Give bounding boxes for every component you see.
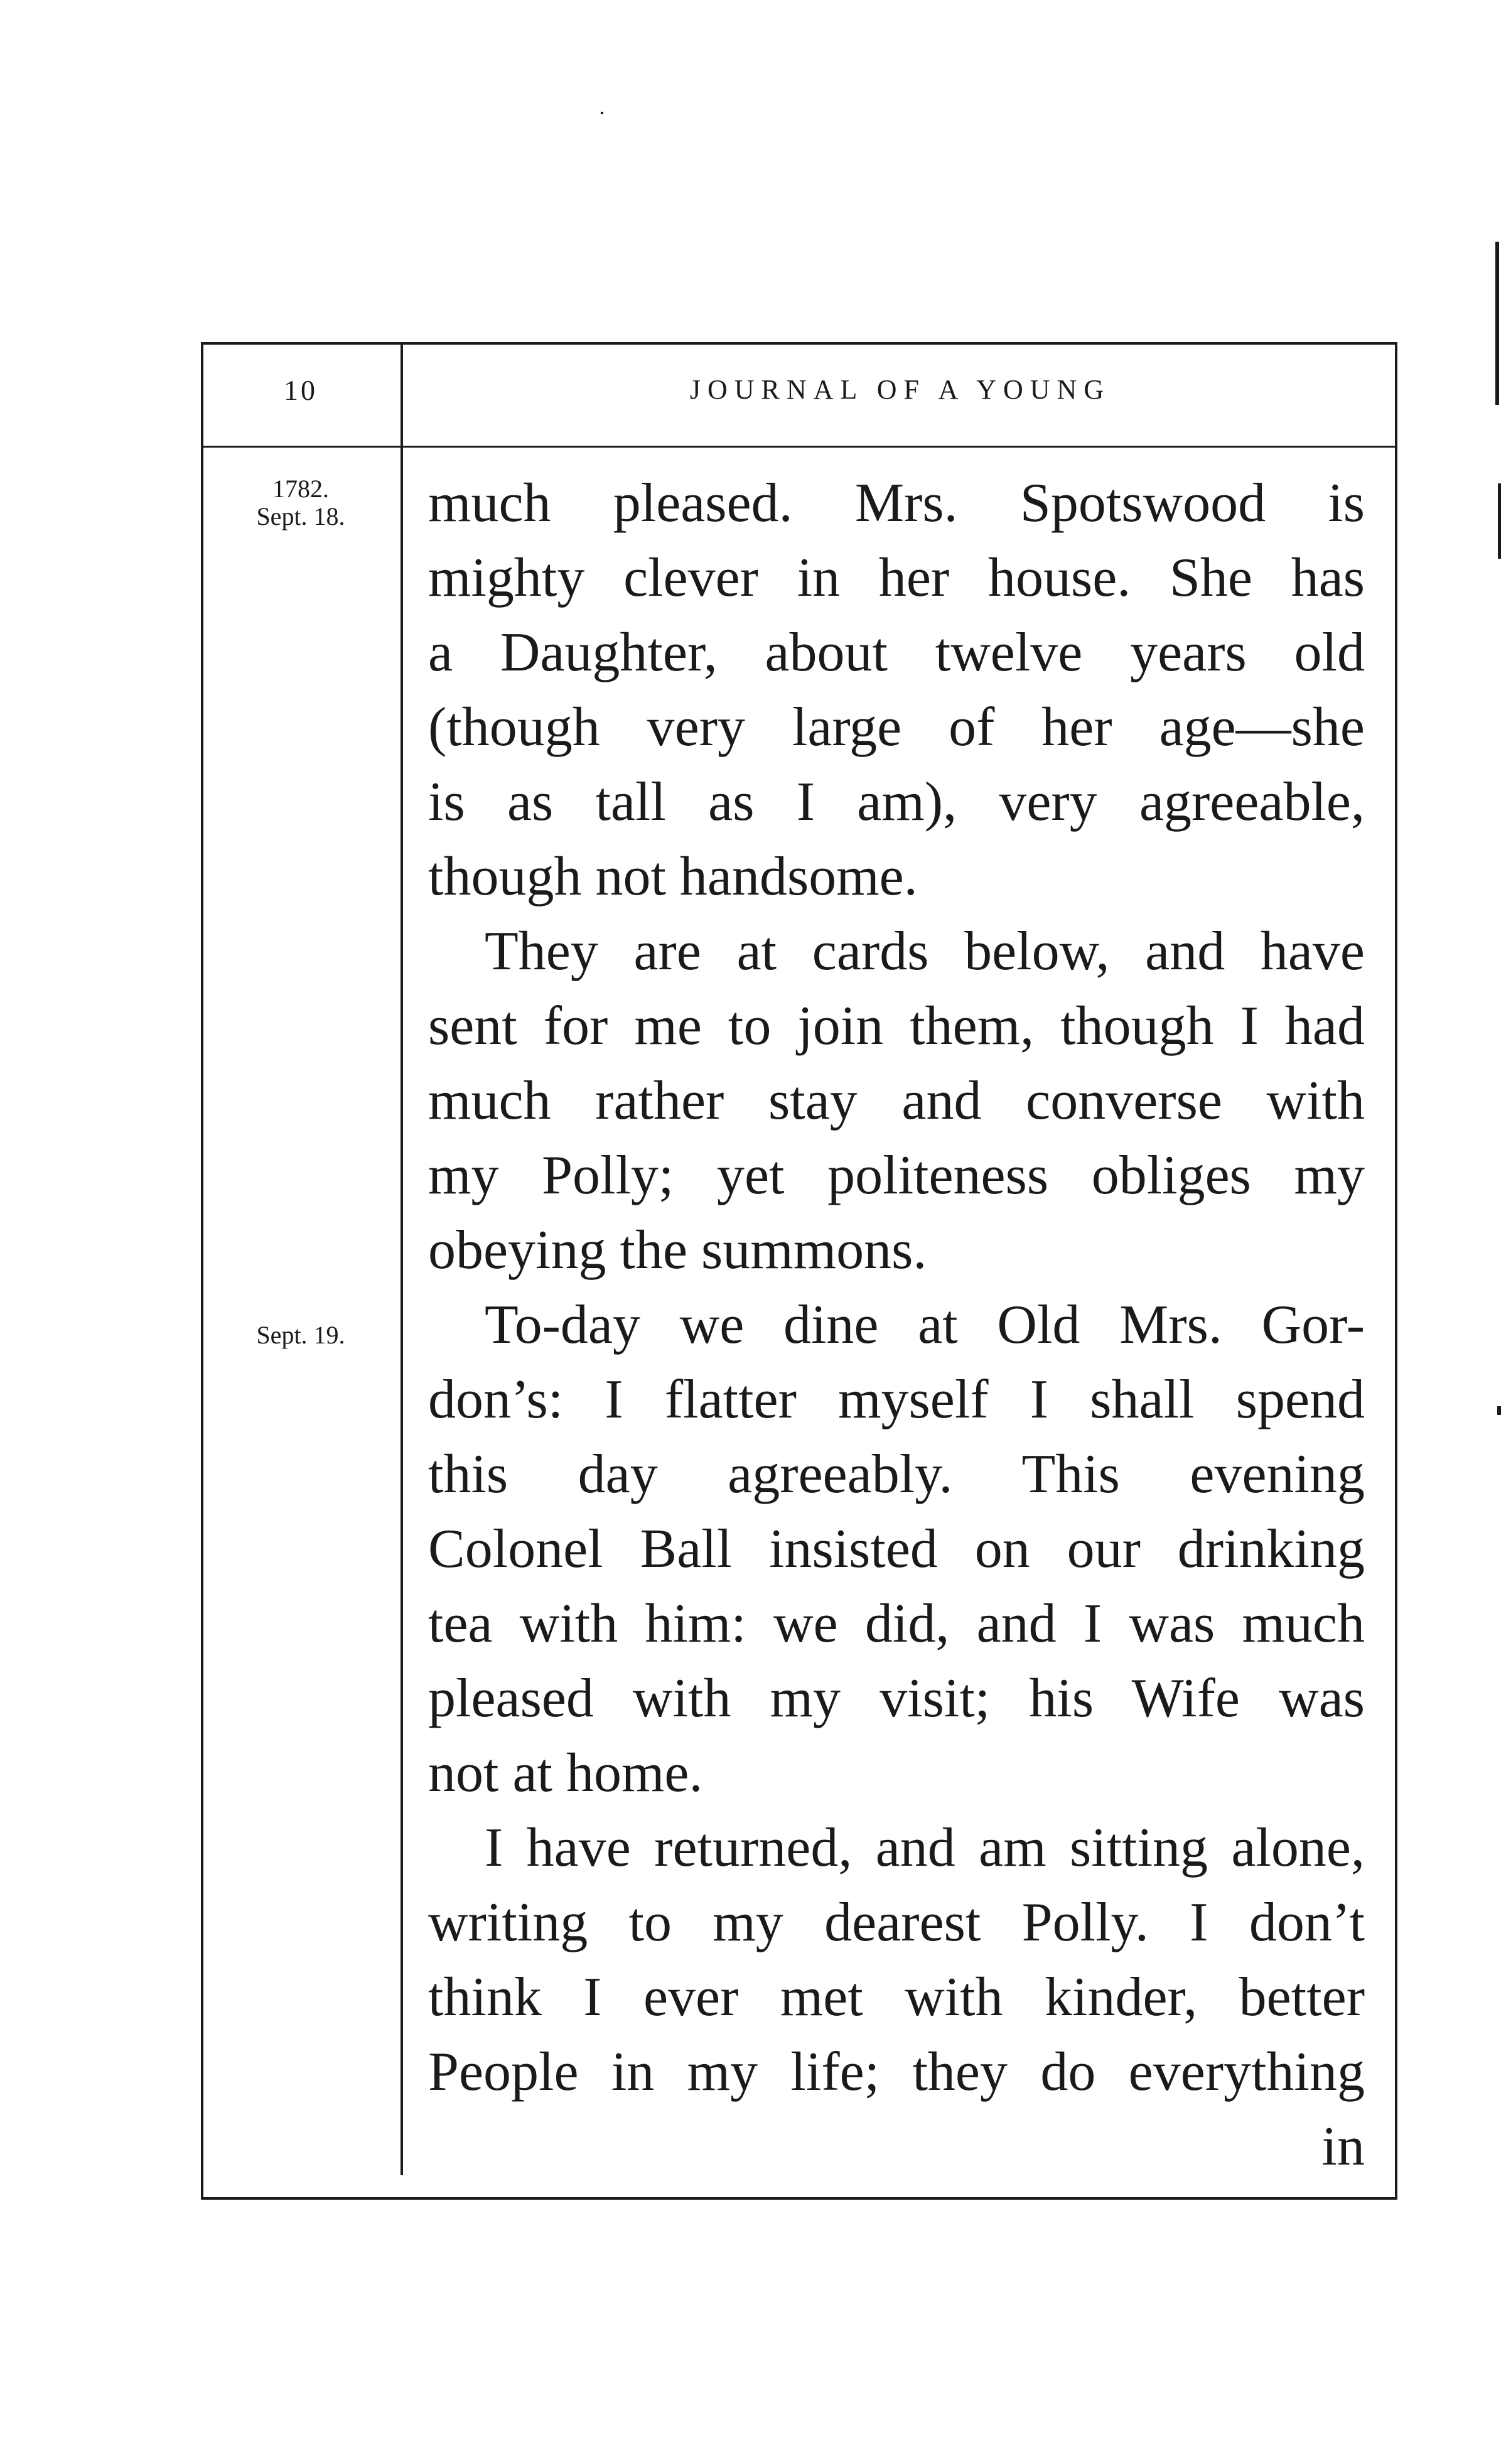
text-line: is as tall as I am), very agreeable, — [428, 772, 1365, 832]
text-line: They are at cards below, and have — [485, 921, 1365, 982]
text-line: not at home. — [428, 1743, 703, 1804]
text-line: obeying the summons. — [428, 1220, 927, 1281]
text-line: Colonel Ball insisted on our drinking — [428, 1519, 1365, 1579]
text-line: think I ever met with kinder, better — [428, 1967, 1365, 2028]
scan-artifact — [1498, 483, 1501, 559]
text-line: mighty clever in her house. She has — [428, 547, 1365, 608]
text-line: much rather stay and converse with — [428, 1070, 1365, 1131]
text-line: this day agreeably. This evening — [428, 1444, 1365, 1505]
text-line: People in my life; they do everything — [428, 2042, 1365, 2102]
margin-note-date: Sept. 18. — [256, 502, 345, 530]
paragraph-1 — [428, 466, 1365, 914]
paragraph-3 — [428, 1288, 1365, 1810]
right-rule — [1395, 342, 1397, 2200]
text-line: sent for me to join them, though I had — [428, 996, 1365, 1057]
text-line: much pleased. Mrs. Spotswood is — [428, 473, 1365, 534]
scan-artifact — [1495, 242, 1499, 405]
header-rule — [201, 446, 1397, 448]
text-line: pleased with my visit; his Wife was — [428, 1668, 1365, 1729]
scan-artifact — [1497, 1406, 1501, 1415]
body-text — [428, 466, 1365, 2184]
paragraph-4 — [428, 1810, 1365, 2109]
page-number: 10 — [284, 374, 318, 406]
text-line: (though very large of her age—she — [428, 697, 1365, 758]
margin-note-year: 1782. — [272, 475, 329, 503]
text-line: tea with him: we did, and I was much — [428, 1593, 1365, 1654]
catchword: in — [1321, 2116, 1365, 2177]
margin-divider-rule — [401, 342, 403, 2175]
text-line: writing to my dearest Polly. I don’t — [428, 1892, 1365, 1953]
text-line: a Daughter, about twelve years old — [428, 622, 1365, 683]
text-line: I have returned, and am sitting alone, — [485, 1817, 1365, 1878]
margin-note-date-2 — [201, 1321, 401, 1349]
running-title: JOURNAL OF A YOUNG — [689, 374, 1111, 405]
paragraph-2 — [428, 914, 1365, 1288]
bottom-rule — [201, 2197, 1397, 2200]
left-rule — [201, 342, 203, 2200]
text-line: my Polly; yet politeness obliges my — [428, 1145, 1365, 1206]
scan-artifact — [601, 112, 603, 114]
text-line: don’s: I flatter myself I shall spend — [428, 1369, 1365, 1430]
text-line: To-day we dine at Old Mrs. Gor- — [485, 1294, 1365, 1355]
margin-note-date: Sept. 19. — [256, 1321, 345, 1349]
top-rule — [201, 342, 1397, 345]
margin-note-date-1 — [201, 475, 401, 530]
text-line: though not handsome. — [428, 846, 918, 907]
